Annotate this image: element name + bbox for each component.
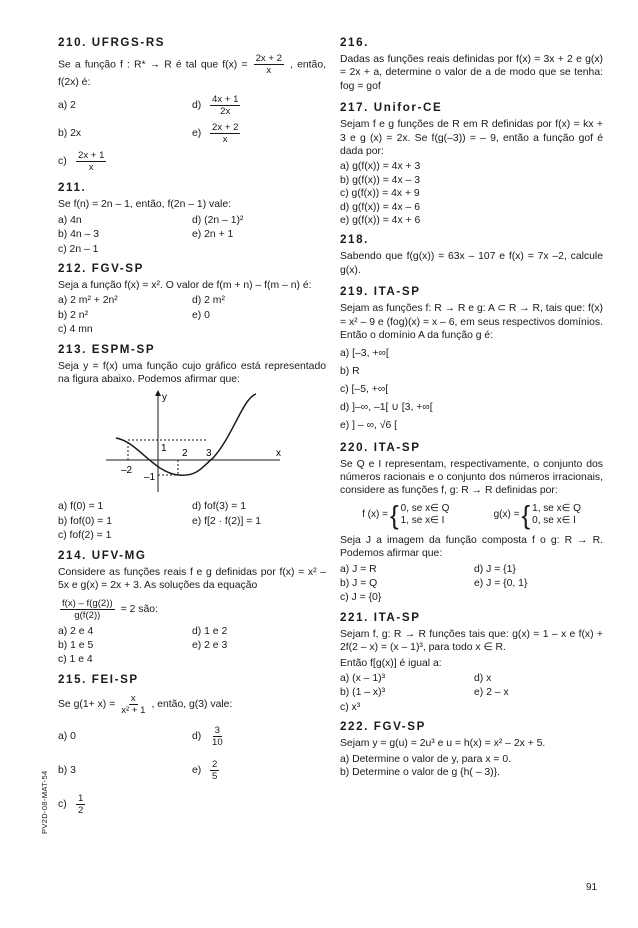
question-text: Sejam as funções f: R → R e g: A ⊂ R → R, tais que: f(x) = x² – 9 e (fog)(x) = x – 6, em seus respectivos domínios. Então o domínio A da função g é: [340,303,603,342]
side-label: PV2D-08-MAT-54 [40,770,49,834]
option-a: a) (x – 1)³ [340,672,386,684]
y-axis-arrow [155,390,161,396]
fraction [119,693,147,716]
option-c: c) fof(2) = 1 [58,530,112,542]
denominator: x [222,133,228,145]
options [340,672,603,714]
equation-tail: = 2 são: [120,604,158,615]
option-b: b) 1 e 5 [58,639,94,651]
x-axis-label: x [276,448,281,460]
text-part: , então, f(2x) é: [58,59,327,88]
tick-label-3: 3 [206,448,212,460]
denominator: x [266,65,272,76]
tick-label-1: 1 [161,443,167,455]
piecewise-definitions [340,499,603,530]
options [340,563,603,605]
option-a: a) [–3, +∞[ [340,347,389,359]
question-title: 213. ESPM-SP [58,342,156,356]
option-b: b) (1 – x)³ [340,687,386,699]
question-219 [340,285,603,434]
options [58,294,326,336]
option-b: b) g(f(x)) = 4x – 3 [340,174,420,186]
numerator: 2 [212,759,218,771]
brace-icon: { [521,499,531,530]
question-text-2: Então f[g(x)] é igual a: [340,657,442,669]
option-c: c) 4 mn [58,324,93,336]
question-222 [340,720,603,779]
numerator: 3 [214,725,220,737]
option-e-fraction [210,122,240,145]
numerator: x [130,693,136,705]
denominator: g(f(2)) [74,610,101,621]
option-b: b) fof(0) = 1 [58,515,112,527]
options [58,720,326,822]
y-axis-label: y [162,392,167,404]
option-e: e) g(f(x)) = 4x + 6 [340,215,421,227]
option-d-fraction [210,94,240,117]
f-definition [362,499,450,530]
options [340,753,603,780]
option-d: d) (2n – 1)² [192,214,244,226]
question-215 [58,673,326,822]
denominator: 10 [212,737,223,749]
text-part: , então, g(3) vale: [151,699,233,711]
option-a: a) J = R [340,563,377,575]
function-curve [116,394,256,475]
equation-fraction [60,598,115,621]
options [340,160,603,227]
option-a: a) g(f(x)) = 4x + 3 [340,161,421,173]
option-d: d) J = {1} [474,563,516,575]
question-title: 210. UFRGS-RS [58,36,166,49]
question-text: Se f(n) = 2n – 1, então, f(2n – 1) vale: [58,199,231,211]
option-d-label: d) [192,99,202,111]
question-213 [58,343,326,543]
option-d: d) ]–∞, –1[ ∪ [3, +∞[ [340,401,433,413]
option-d-fraction [210,725,225,748]
option-c-label: c) [58,155,67,167]
tick-label-neg1: –1 [144,472,156,484]
question-text [58,690,326,720]
right-column [340,36,603,779]
option-c-label: c) [58,799,67,811]
numerator: 4x + 1 [212,93,239,105]
denominator: x [88,161,94,173]
tick-label-2: 2 [182,448,188,460]
question-text-2: Seja J a imagem da função composta f o g: R → R. Podemos afirmar que: [340,534,603,560]
numerator: 2x + 2 [212,121,239,133]
option-b: b) 2 n² [58,309,89,321]
question-text [58,53,326,89]
numerator: 1 [78,793,84,805]
option-a: a) 2 m² + 2n² [58,295,118,307]
option-c-fraction [76,150,106,173]
question-220 [340,441,603,605]
question-221 [340,611,603,714]
left-column [58,36,326,822]
fraction [254,53,284,76]
f-name: f (x) = [362,509,388,521]
text-part: Se g(1+ x) = [58,699,116,711]
options [58,500,326,542]
option-b: b) J = Q [340,577,378,589]
option-e-fraction [210,759,219,782]
question-title: 221. ITA-SP [340,610,421,624]
option-a: a) Determine o valor de y, para x = 0. [340,753,512,765]
numerator: f(x) – f(g(2)) [62,598,113,609]
f-row-1: 0, se x∈ Q [400,502,450,514]
option-d: d) 2 m² [192,295,225,307]
question-text: Sejam y = g(u) = 2u³ e u = h(x) = x² – 2x + 5. [340,738,546,750]
question-title: 220. ITA-SP [340,440,421,454]
g-row-2: 0, se x∈ I [532,514,576,526]
question-title: 211. [58,181,87,195]
question-title: 216. [340,36,369,49]
option-c: c) 2n – 1 [58,243,99,255]
question-217 [340,101,603,227]
question-title: 214. UFV-MG [58,548,147,562]
question-text: Sejam f e g funções de R em R definidas por f(x) = kx + 3 e g (x) = 2x. Se f(g(–3)) = – 9, então a função gof é dada por: [340,119,603,158]
option-a: a) 2 e 4 [58,625,94,637]
option-e-label: e) [192,127,202,139]
option-b: b) R [340,365,360,377]
question-text: Sabendo que f(g(x)) = 63x – 107 e f(x) = 7x –2, calcule g(x). [340,251,603,276]
question-title: 212. FGV-SP [58,262,144,276]
tick-label-neg2: –2 [121,465,133,477]
denominator: 5 [212,771,218,783]
option-d: d) g(f(x)) = 4x – 6 [340,201,420,213]
option-c-fraction [76,793,85,816]
option-a: a) f(0) = 1 [58,501,104,513]
option-c: c) [–5, +∞[ [340,383,389,395]
option-e: e) 0 [192,309,210,321]
option-a: a) 0 [58,731,76,743]
question-text: Sejam f, g: R → R funções tais que: g(x) = 1 – x e f(x) + 2f(2 – x) = (x – 1)³, para todo x ∈ R. [340,628,603,654]
option-c: c) 1 e 4 [58,654,93,666]
question-214 [58,549,326,667]
numerator: 2x + 1 [78,149,105,161]
question-title: 215. FEI-SP [58,672,139,686]
question-title: 219. ITA-SP [340,285,421,299]
option-d: d) fof(3) = 1 [192,501,246,513]
f-row-2: 1, se x∈ I [400,514,445,526]
brace-icon: { [389,499,399,530]
option-b: b) 4n – 3 [58,229,100,241]
options [340,345,603,435]
question-text: Dadas as funções reais definidas por f(x) = 3x + 2 e g(x) = 2x + a, determine o valor de a de modo que se tenha: fog = gof [340,54,603,92]
equation [58,595,326,625]
option-a: a) 4n [58,214,82,226]
question-title: 222. FGV-SP [340,720,426,734]
option-d: d) x [474,672,492,684]
question-218 [340,233,603,277]
option-e: e) J = {0, 1} [474,577,528,589]
option-d-label: d) [192,731,202,743]
question-text: Seja a função f(x) = x². O valor de f(m + n) – f(m – n) é: [58,280,312,292]
option-c: c) x³ [340,701,361,713]
options [58,91,326,175]
option-e: e) 2n + 1 [192,229,234,241]
question-212 [58,262,326,337]
question-210 [58,36,326,175]
option-d: d) 1 e 2 [192,625,228,637]
option-a: a) 2 [58,99,76,111]
option-b: b) Determine o valor de g {h( – 3)}. [340,767,500,778]
question-title: 217. Unifor-CE [340,101,443,115]
option-b: b) 3 [58,765,76,777]
denominator: x² + 1 [121,705,146,717]
page-number: 91 [586,882,598,893]
option-c: c) J = {0} [340,592,382,604]
option-e: e) f[2 · f(2)] = 1 [192,515,262,527]
question-216 [340,36,603,93]
option-e: e) 2 e 3 [192,639,228,651]
g-name: g(x) = [493,509,520,521]
question-title: 218. [340,233,369,247]
g-row-1: 1, se x∈ Q [532,502,581,514]
options [58,625,326,667]
option-b: b) 2x [58,127,82,139]
function-graph [58,388,326,496]
denominator: 2 [78,805,84,817]
question-text: Considere as funções reais f e g definidas por f(x) = x² – 5x e g(x) = 2x + 3. As soluções da equação [58,566,326,592]
question-text: Se Q e I representam, respectivamente, o conjunto dos números racionais e o conjunto dos números irracionais, considere as funções f, g: R → R definidas por: [340,458,603,497]
question-211 [58,181,326,256]
options [58,214,326,256]
option-c: c) g(f(x)) = 4x + 9 [340,188,420,200]
option-e: e) 2 – x [474,687,509,699]
g-definition [493,499,581,530]
question-text: Seja y = f(x) uma função cujo gráfico está representado na figura abaixo. Podemos afirmar que: [58,360,326,386]
text-part: Se a função f : R* → R é tal que f(x) = [58,59,248,71]
option-e-label: e) [192,765,202,777]
numerator: 2x + 2 [255,53,282,64]
denominator: 2x [220,105,231,117]
option-e: e) ] – ∞, √6 [ [340,419,398,431]
